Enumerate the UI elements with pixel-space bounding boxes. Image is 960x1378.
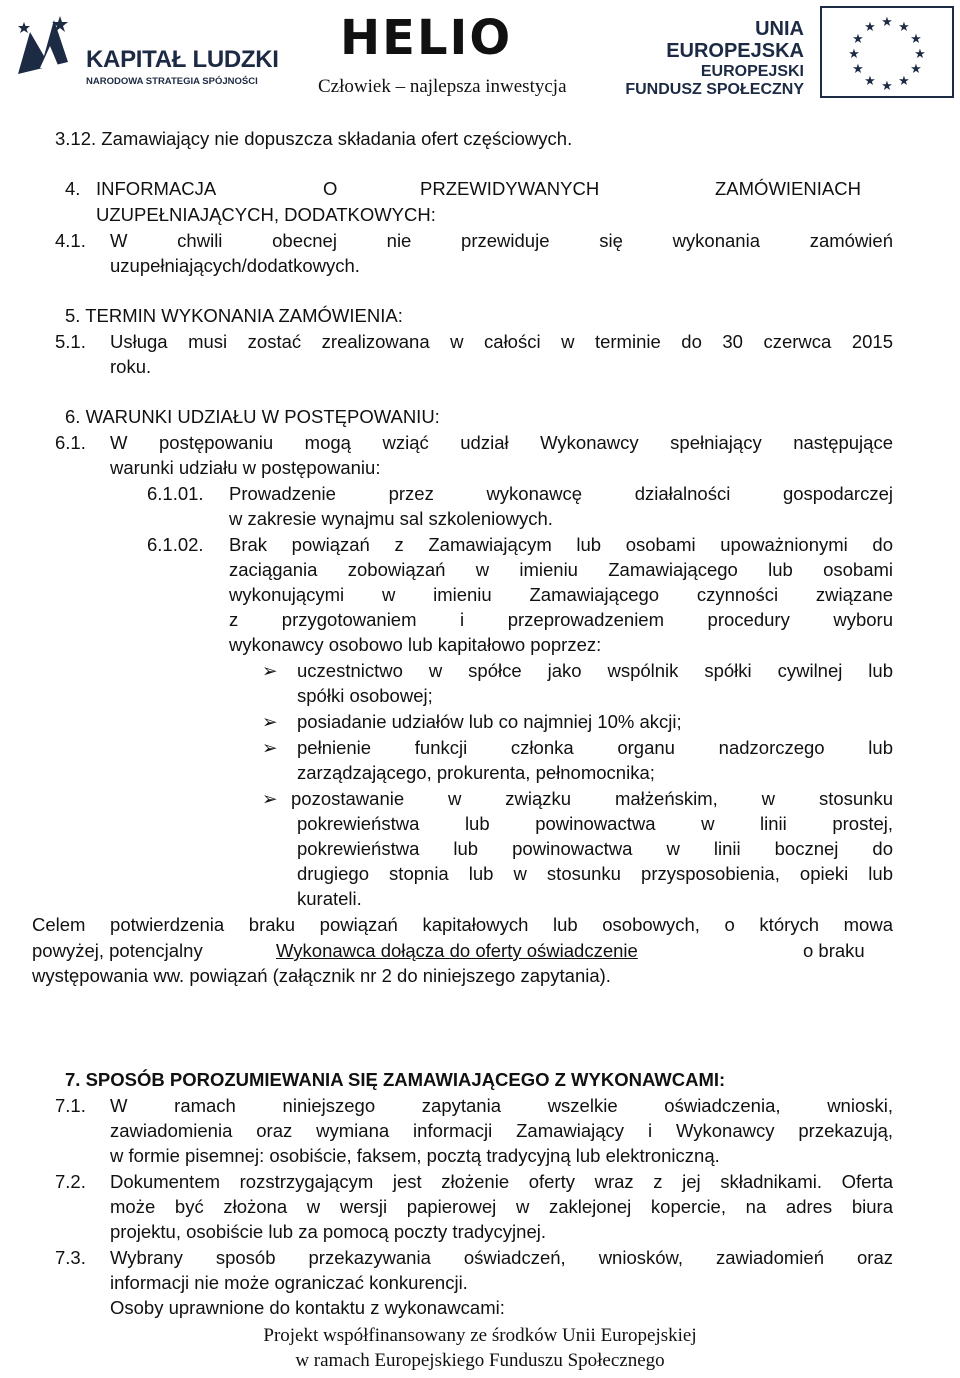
bullet-4-line2: pokrewieństwa lub powinowactwa w linii prostej, (297, 813, 893, 834)
svg-text:★: ★ (864, 19, 876, 34)
paragraph-5-1-number: 5.1. (55, 331, 86, 352)
paragraph-3-12: 3.12. Zamawiający nie dopuszcza składania ofert częściowych. (55, 128, 573, 149)
paragraph-6-1-01-number: 6.1.01. (147, 483, 204, 504)
svg-text:★: ★ (852, 61, 864, 76)
kapital-ludzki-subtitle: NARODOWA STRATEGIA SPÓJNOŚCI (86, 76, 258, 87)
paragraph-7-2-line3: projektu, osobiście lub za pomocą poczty tradycyjnej. (110, 1221, 546, 1242)
paragraph-7-3-line1: Wybrany sposób przekazywania oświadczeń, wniosków, zawiadomień oraz (110, 1247, 893, 1268)
paragraph-6-1-number: 6.1. (55, 432, 86, 453)
confirmation-paragraph-line2a: powyżej, potencjalny (32, 940, 203, 961)
paragraph-6-1-02-line1: Brak powiązań z Zamawiającym lub osobami upoważnionymi do (229, 534, 893, 555)
bullet-4-line1: pozostawanie w związku małżeńskim, w stosunku (291, 788, 893, 809)
bullet-arrow-icon: ➢ (262, 737, 278, 758)
ue-line1: UNIA EUROPEJSKA (666, 18, 804, 63)
paragraph-6-1-01-line1: Prowadzenie przez wykonawcę działalności gospodarczej (229, 483, 893, 504)
section-7-heading: 7. SPOSÓB POROZUMIEWANIA SIĘ ZAMAWIAJĄCEGO Z WYKONAWCAMI: (65, 1069, 726, 1090)
confirmation-underlined-phrase: Wykonawca dołącza do oferty oświadczenie (276, 940, 638, 961)
paragraph-7-3-line3: Osoby uprawnione do kontaktu z wykonawcami: (110, 1297, 505, 1318)
bullet-arrow-icon: ➢ (262, 788, 278, 809)
section-4-number: 4. (65, 178, 81, 199)
paragraph-7-2-line1: Dokumentem rozstrzygającym jest złożenie oferty wraz z jej składnikami. Oferta (110, 1171, 893, 1192)
section-4-word-2: O (323, 178, 338, 199)
ue-line2: EUROPEJSKI (700, 62, 804, 80)
svg-text:★: ★ (864, 73, 876, 88)
svg-text:★: ★ (881, 14, 893, 29)
bullet-4-line3: pokrewieństwa lub powinowactwa w linii bocznej do (297, 838, 893, 859)
svg-text:★: ★ (910, 31, 922, 46)
helio-logo: HELIO (340, 10, 513, 66)
paragraph-6-1-02-line3: wykonującymi w imieniu Zamawiającego czynności związane (229, 584, 893, 605)
paragraph-5-1-line2: roku. (110, 356, 152, 377)
svg-text:★: ★ (852, 31, 864, 46)
kapital-ludzki-title: KAPITAŁ LUDZKI (86, 46, 279, 73)
paragraph-7-2-number: 7.2. (55, 1171, 86, 1192)
paragraph-4-1-number: 4.1. (55, 230, 86, 251)
section-5-heading: 5. TERMIN WYKONANIA ZAMÓWIENIA: (65, 305, 403, 326)
bullet-arrow-icon: ➢ (262, 660, 278, 681)
svg-text:★: ★ (910, 61, 922, 76)
bullet-1-line2: spółki osobowej; (297, 685, 433, 706)
bullet-3-line1: pełnienie funkcji członka organu nadzorczego lub (297, 737, 893, 758)
paragraph-7-1-line1: W ramach niniejszego zapytania wszelkie oświadczenia, wnioski, (110, 1095, 893, 1116)
page-header (0, 0, 960, 110)
paragraph-6-1-02-line2: zaciągania zobowiązań w imieniu Zamawiającego lub osobami (229, 559, 893, 580)
svg-text:★: ★ (898, 19, 910, 34)
ue-efs-logo-text (622, 18, 804, 99)
eu-flag-icon (820, 6, 954, 98)
svg-text:★: ★ (914, 46, 926, 61)
paragraph-7-1-line2: zawiadomienia oraz wymiana informacji Zamawiający i Wykonawcy przekazują, (110, 1120, 893, 1141)
paragraph-4-1-line1: W chwili obecnej nie przewiduje się wykonania zamówień (110, 230, 893, 251)
paragraph-7-3-line2: informacji nie może ograniczać konkurencji. (110, 1272, 468, 1293)
kapital-ludzki-logo (6, 12, 279, 87)
bullet-2-line1: posiadanie udziałów lub co najmniej 10% akcji; (297, 711, 682, 732)
bullet-4-line4: drugiego stopnia lub w stosunku przysposobienia, opieki lub (297, 863, 893, 884)
ue-line3: FUNDUSZ SPOŁECZNY (625, 80, 804, 98)
section-4-word-1: INFORMACJA (96, 178, 217, 199)
paragraph-6-1-line2: warunki udziału w postępowaniu: (110, 457, 381, 478)
paragraph-7-3-number: 7.3. (55, 1247, 86, 1268)
paragraph-7-2-line2: może być złożona w wersji papierowej w zaklejonej kopercie, na adres biura (110, 1196, 893, 1217)
motto: Człowiek – najlepsza inwestycja (318, 76, 567, 97)
paragraph-6-1-02-line4: z przygotowaniem i przeprowadzeniem procedury wyboru (229, 609, 893, 630)
paragraph-4-1-line2: uzupełniających/dodatkowych. (110, 255, 360, 276)
svg-text:★: ★ (881, 78, 893, 93)
paragraph-5-1-line1: Usługa musi zostać zrealizowana w całości w terminie do 30 czerwca 2015 (110, 331, 893, 352)
footer-line2: w ramach Europejskiego Funduszu Społecznego (295, 1350, 665, 1371)
kapital-ludzki-symbol-icon (10, 12, 76, 82)
section-4-heading-line2: UZUPEŁNIAJĄCYCH, DODATKOWYCH: (96, 204, 436, 225)
paragraph-6-1-01-line2: w zakresie wynajmu sal szkoleniowych. (229, 508, 553, 529)
footer-line1: Projekt współfinansowany ze środków Unii Europejskiej (263, 1325, 697, 1346)
section-6-heading: 6. WARUNKI UDZIAŁU W POSTĘPOWANIU: (65, 406, 440, 427)
paragraph-6-1-line1: W postępowaniu mogą wziąć udział Wykonawcy spełniający następujące (110, 432, 893, 453)
svg-text:★: ★ (898, 73, 910, 88)
confirmation-paragraph-line3: występowania ww. powiązań (załącznik nr 2 do niniejszego zapytania). (32, 965, 611, 986)
paragraph-7-1-number: 7.1. (55, 1095, 86, 1116)
bullet-3-line2: zarządzającego, prokurenta, pełnomocnika; (297, 762, 655, 783)
confirmation-paragraph-line1: Celem potwierdzenia braku powiązań kapitałowych lub osobowych, o których mowa (32, 914, 893, 935)
section-4-word-4: ZAMÓWIENIACH (715, 178, 861, 199)
bullet-arrow-icon: ➢ (262, 711, 278, 732)
confirmation-paragraph-line2b: o braku (803, 940, 865, 961)
bullet-1-line1: uczestnictwo w spółce jako wspólnik spółki cywilnej lub (297, 660, 893, 681)
paragraph-7-1-line3: w formie pisemnej: osobiście, faksem, pocztą tradycyjną lub elektroniczną. (110, 1145, 720, 1166)
paragraph-6-1-02-number: 6.1.02. (147, 534, 204, 555)
svg-text:★: ★ (848, 46, 860, 61)
paragraph-6-1-02-line5: wykonawcy osobowo lub kapitałowo poprzez: (229, 634, 602, 655)
section-4-word-3: PRZEWIDYWANYCH (420, 178, 600, 199)
bullet-4-line5: kurateli. (297, 888, 362, 909)
